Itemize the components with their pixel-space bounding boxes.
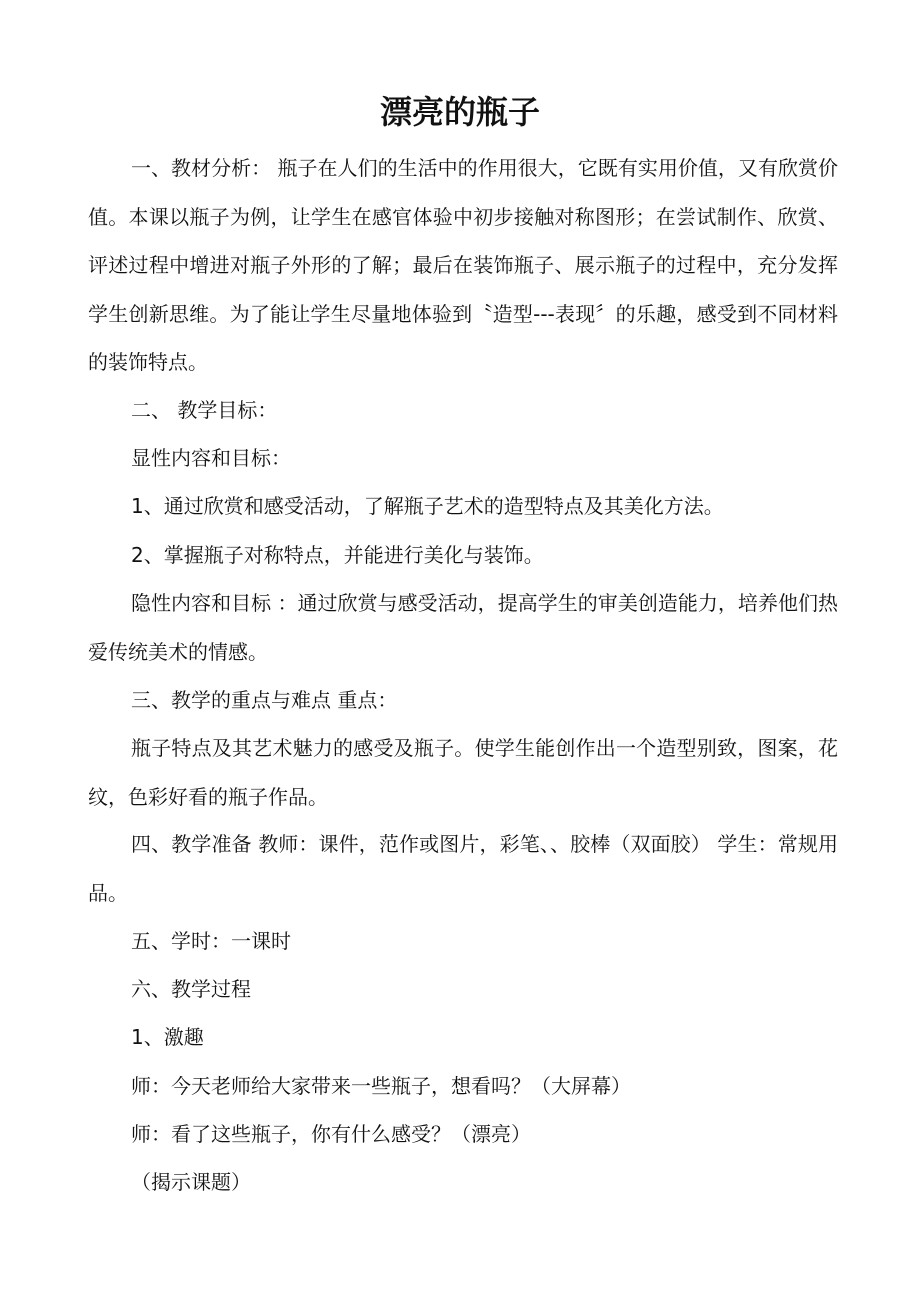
paragraph-process-heading: 六、教学过程 bbox=[131, 977, 251, 1001]
paragraph-implicit-goals: 隐性内容和目标 ：通过欣赏与感受活动，提高学生的审美创造能力，培养他们热爱传统美术的情感。 bbox=[88, 591, 838, 664]
paragraph-teacher-line-1: 师：今天老师给大家带来一些瓶子，想看吗？（大屏幕） bbox=[131, 1074, 631, 1098]
paragraph-preparation: 四、教学准备 教师：课件，范作或图片，彩笔、、胶棒（双面胶） 学生：常规用品。 bbox=[88, 832, 838, 905]
paragraph-teacher-line-2: 师：看了这些瓶子，你有什么感受？（漂亮） bbox=[131, 1122, 531, 1146]
paragraph-material-analysis: 一、教材分析： 瓶子在人们的生活中的作用很大，它既有实用价值，又有欣赏价值。本课以瓶子为例，让学生在感官体验中初步接触对称图形；在尝试制作、欣赏、评述过程中增进对瓶子外形的了解；最后在装饰瓶子、展示瓶子的过程中，充分发挥学生创新思维。为了能让学生尽量地体验到〝造型---表现〞的乐趣，感受到不同材料的装饰特点。 bbox=[88, 156, 838, 374]
paragraph-goal-2: 2、掌握瓶子对称特点，并能进行美化与装饰。 bbox=[131, 543, 544, 567]
paragraph-key-points: 瓶子特点及其艺术魅力的感受及瓶子。使学生能创作出一个造型别致，图案，花纹，色彩好看的瓶子作品。 bbox=[88, 736, 838, 809]
paragraph-step-1: 1、激趣 bbox=[131, 1025, 204, 1049]
paragraph-reveal-topic: （揭示课题） bbox=[131, 1170, 251, 1194]
paragraph-teaching-goals-heading: 二、 教学目标： bbox=[131, 398, 278, 422]
paragraph-explicit-goals-heading: 显性内容和目标： bbox=[131, 446, 291, 470]
paragraph-class-hours: 五、学时：一课时 bbox=[131, 929, 291, 953]
paragraph-key-points-heading: 三、教学的重点与难点 重点： bbox=[131, 688, 398, 712]
paragraph-goal-1: 1、通过欣赏和感受活动，了解瓶子艺术的造型特点及其美化方法。 bbox=[131, 494, 724, 518]
document-title: 漂亮的瓶子 bbox=[379, 93, 540, 131]
